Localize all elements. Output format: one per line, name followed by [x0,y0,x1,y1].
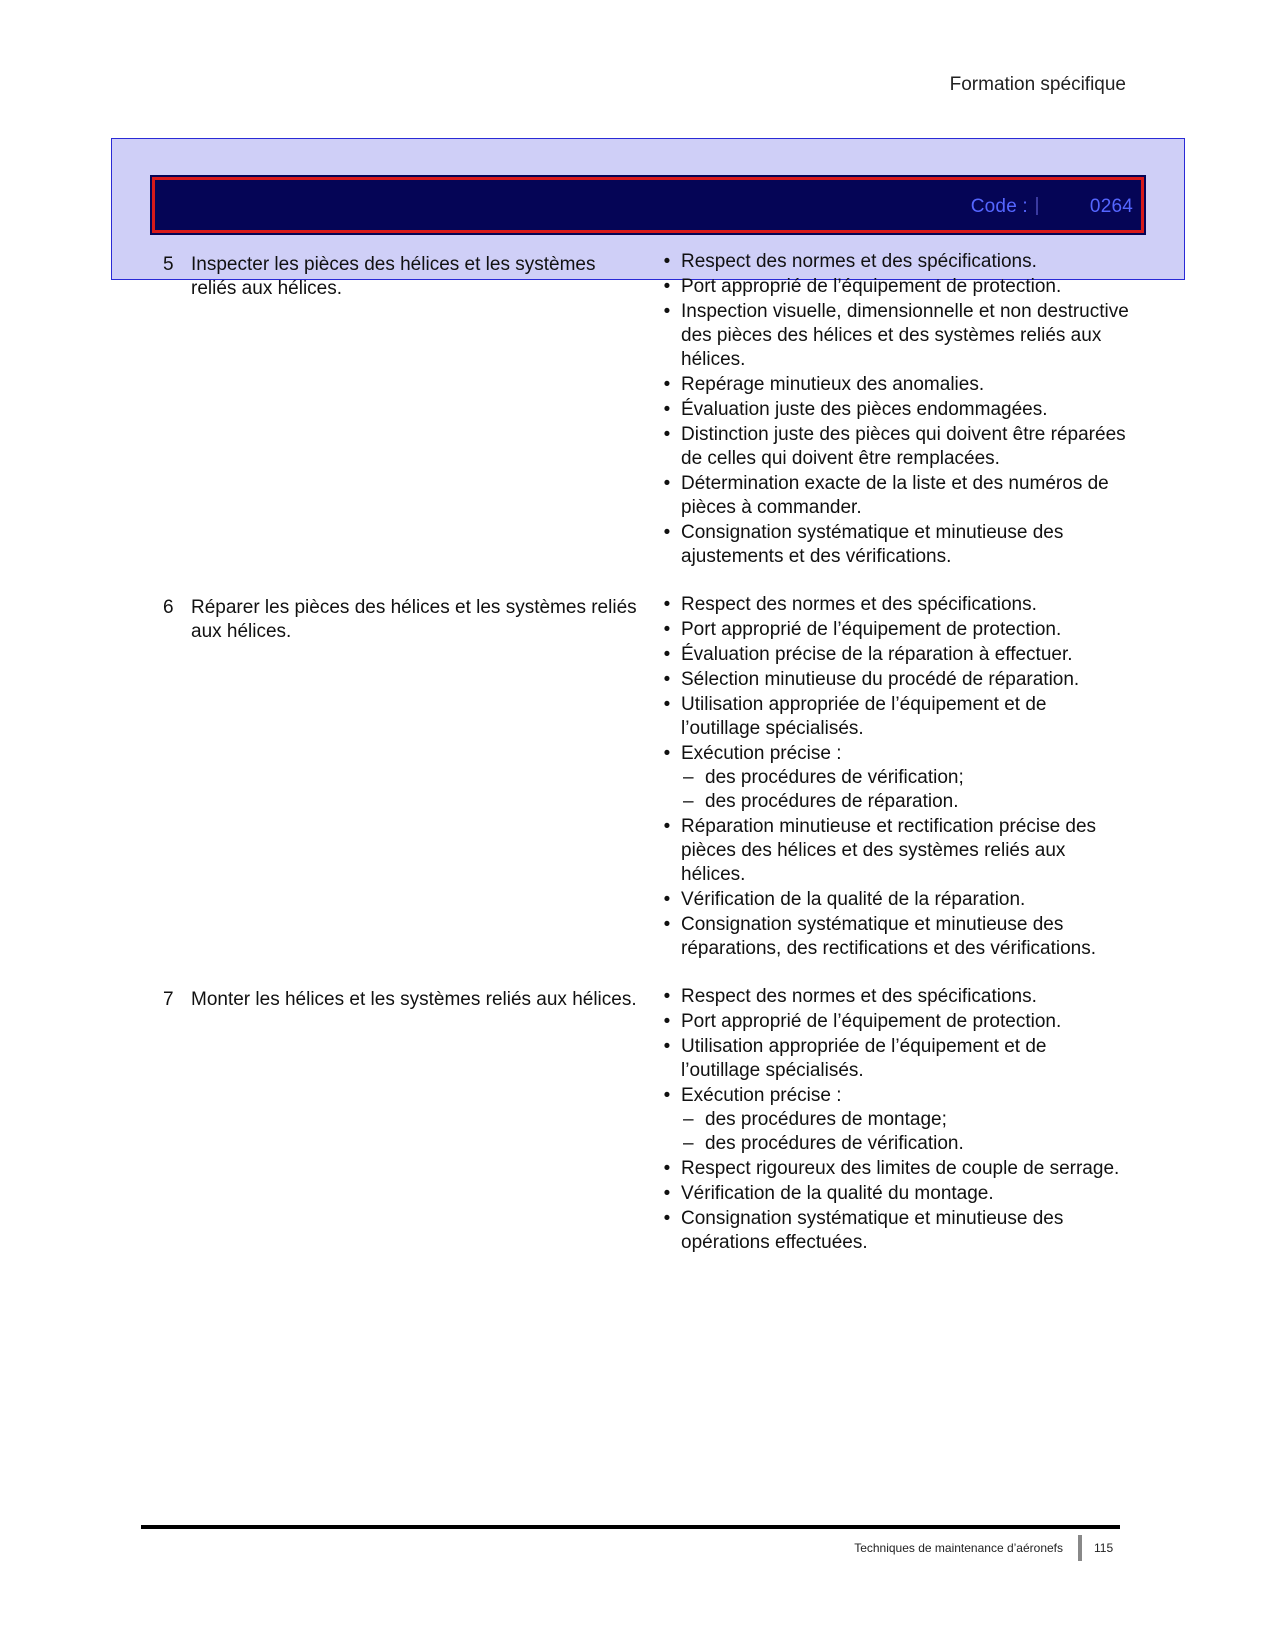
performance-criteria-list [660,250,1130,570]
criterion-text: Consignation systématique et minutieuse des réparations, des rectifications et des vérifications. [681,914,1097,959]
criterion-item [660,693,1130,741]
criterion-sublist [681,1108,1130,1156]
section-step-5 [0,250,1275,570]
bullet-icon: • [663,1158,671,1179]
criterion-text: Respect des normes et des spécifications. [681,986,1037,1007]
criterion-subtext: des procédures de vérification. [705,1133,964,1154]
criterion-item [660,643,1130,667]
criterion-item [660,888,1130,912]
criterion-text: Consignation systématique et minutieuse des ajustements et des vérifications. [681,522,1064,567]
criterion-item [660,1182,1130,1206]
criterion-item [660,985,1130,1009]
bullet-icon: • [663,473,671,494]
criterion-text: Port approprié de l’équipement de protection. [681,276,1062,297]
criterion-text: Exécution précise : [681,743,842,764]
criterion-item [660,521,1130,569]
bullet-icon: • [663,1085,671,1106]
bullet-icon: • [663,276,671,297]
criterion-text: Utilisation appropriée de l’équipement et de l’outillage spécialisés. [681,694,1047,739]
bullet-icon: • [663,816,671,837]
dash-icon: – [683,767,694,788]
bullet-icon: • [663,522,671,543]
criterion-subtext: des procédures de montage; [705,1109,947,1130]
step-text: Réparer les pièces des hélices et les systèmes reliés aux hélices. [191,597,637,642]
criterion-item [660,815,1130,887]
criterion-item [660,742,1130,814]
criterion-item [660,423,1130,471]
step-statement [163,596,663,644]
bullet-icon: • [663,889,671,910]
criterion-text: Port approprié de l’équipement de protection. [681,619,1062,640]
criterion-subitem [681,1108,1130,1132]
bullet-icon: • [663,694,671,715]
criterion-text: Exécution précise : [681,1085,842,1106]
criterion-item [660,1035,1130,1083]
code-label: Code : [970,196,1028,217]
section-step-7 [0,985,1275,1256]
footer-separator [1078,1535,1082,1561]
footer-rule [141,1525,1120,1529]
criterion-subitem [681,1132,1130,1156]
criterion-item [660,593,1130,617]
bullet-icon: • [663,669,671,690]
running-title: Formation spécifique [949,74,1126,95]
step-number: 5 [163,254,174,275]
criterion-text: Réparation minutieuse et rectification précise des pièces des hélices et des systèmes reliés aux hélices. [681,816,1097,885]
criterion-subtext: des procédures de vérification; [705,767,964,788]
dash-icon: – [683,1133,694,1154]
criterion-text: Détermination exacte de la liste et des numéros de pièces à commander. [681,473,1109,518]
bullet-icon: • [663,374,671,395]
code-separator [1036,197,1038,215]
bullet-icon: • [663,986,671,1007]
criterion-text: Sélection minutieuse du procédé de réparation. [681,669,1080,690]
criterion-text: Utilisation appropriée de l’équipement et de l’outillage spécialisés. [681,1036,1047,1081]
criterion-item [660,472,1130,520]
code-bar [152,177,1144,233]
criterion-item [660,398,1130,422]
criterion-item [660,913,1130,961]
criterion-item [660,300,1130,372]
bullet-icon: • [663,594,671,615]
footer-program: Techniques de maintenance d’aéronefs [854,1541,1063,1555]
step-statement [163,988,663,1012]
bullet-icon: • [663,301,671,322]
criterion-item [660,1157,1130,1181]
criterion-item [660,1084,1130,1156]
criterion-item [660,1010,1130,1034]
bullet-icon: • [663,424,671,445]
bullet-icon: • [663,1208,671,1229]
code-value: 0264 [1089,196,1133,217]
criterion-sublist [681,766,1130,814]
criterion-text: Respect des normes et des spécifications. [681,251,1037,272]
section-step-6 [0,593,1275,962]
performance-criteria-list [660,985,1130,1256]
step-number: 7 [163,989,174,1010]
criterion-subitem [681,790,1130,814]
bullet-icon: • [663,914,671,935]
page-number: 115 [1094,1541,1114,1555]
criterion-subitem [681,766,1130,790]
bullet-icon: • [663,1183,671,1204]
criterion-item [660,250,1130,274]
bullet-icon: • [663,1011,671,1032]
criterion-text: Respect rigoureux des limites de couple de serrage. [681,1158,1120,1179]
bullet-icon: • [663,251,671,272]
step-statement [163,253,663,301]
bullet-icon: • [663,619,671,640]
bullet-icon: • [663,743,671,764]
dash-icon: – [683,791,694,812]
step-text: Inspecter les pièces des hélices et les systèmes reliés aux hélices. [191,254,596,299]
criterion-text: Évaluation précise de la réparation à effectuer. [681,644,1073,665]
criterion-item [660,618,1130,642]
criterion-subtext: des procédures de réparation. [705,791,959,812]
criterion-text: Évaluation juste des pièces endommagées. [681,399,1048,420]
step-text: Monter les hélices et les systèmes reliés aux hélices. [191,989,637,1010]
criterion-item [660,373,1130,397]
bullet-icon: • [663,399,671,420]
dash-icon: – [683,1109,694,1130]
criterion-text: Inspection visuelle, dimensionnelle et non destructive des pièces des hélices et des systèmes reliés aux hélices. [681,301,1129,370]
criterion-text: Vérification de la qualité du montage. [681,1183,994,1204]
performance-criteria-list [660,593,1130,962]
criterion-item [660,668,1130,692]
criterion-item [660,1207,1130,1255]
criterion-text: Respect des normes et des spécifications. [681,594,1037,615]
criterion-text: Vérification de la qualité de la réparation. [681,889,1026,910]
bullet-icon: • [663,644,671,665]
criterion-text: Port approprié de l’équipement de protection. [681,1011,1062,1032]
criterion-text: Distinction juste des pièces qui doivent être réparées de celles qui doivent être remplacées. [681,424,1126,469]
bullet-icon: • [663,1036,671,1057]
criterion-text: Consignation systématique et minutieuse des opérations effectuées. [681,1208,1064,1253]
criterion-text: Repérage minutieux des anomalies. [681,374,985,395]
code-block [971,196,1133,218]
step-number: 6 [163,597,174,618]
criterion-item [660,275,1130,299]
